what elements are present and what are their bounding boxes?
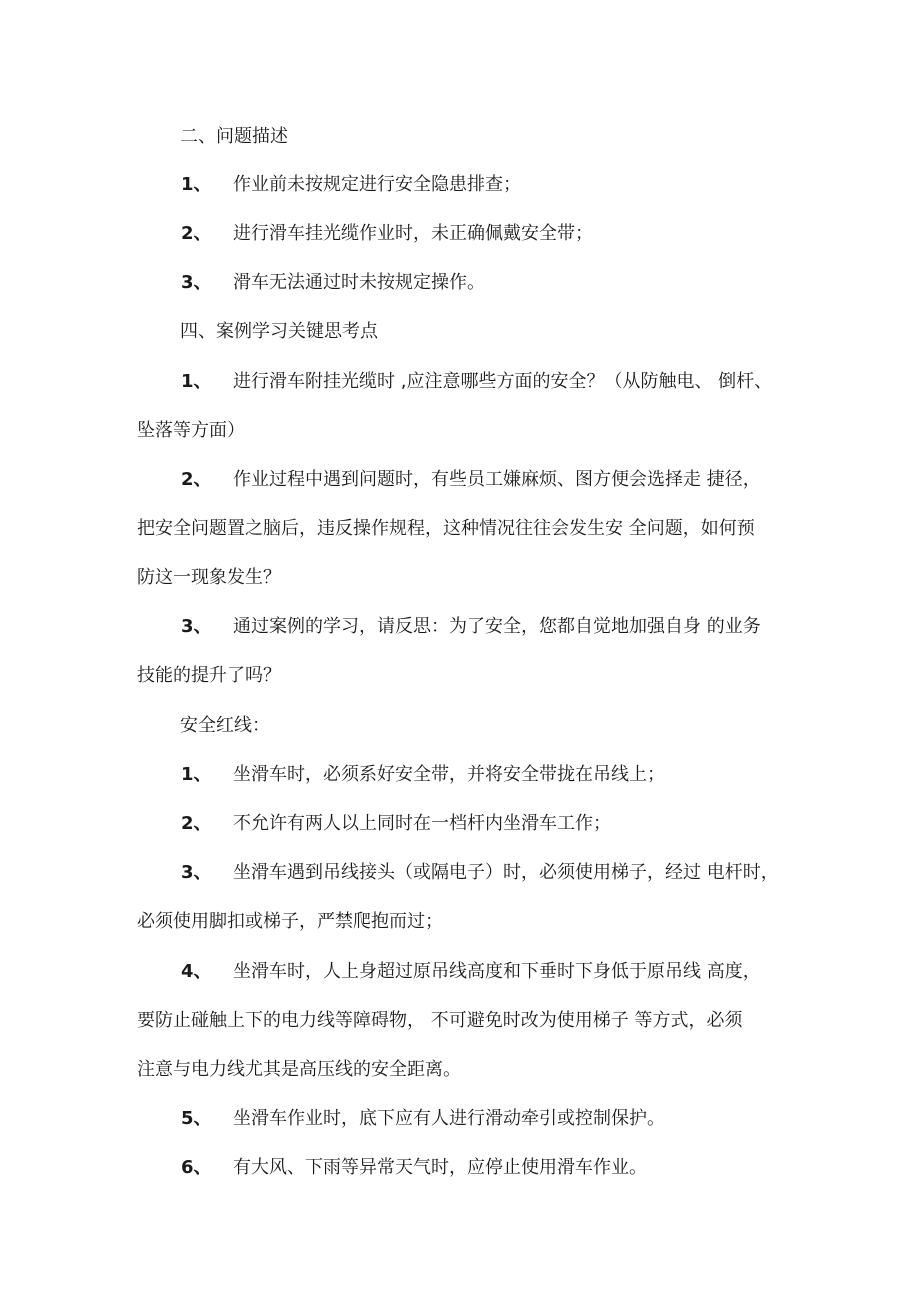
- section-heading-redline: 安全红线：: [180, 715, 270, 736]
- redline-item-1-number: 1、: [181, 764, 212, 785]
- section-heading-problem: 二、问题描述: [180, 126, 288, 147]
- study-item-2-number: 2、: [181, 469, 212, 490]
- study-item-2-line-1: 作业过程中遇到问题时，有些员工嫌麻烦、图方便会选择走 捷径，: [233, 469, 761, 490]
- study-item-1-line-1: 进行滑车附挂光缆时 ,应注意哪些方面的安全？（从防触电、 倒杆、: [233, 371, 773, 392]
- problem-item-3-text: 滑车无法通过时未按规定操作。: [233, 272, 485, 293]
- study-item-2-line-2: 把安全问题置之脑后，违反操作规程，这种情况往往会发生安 全问题，如何预: [137, 518, 755, 539]
- study-item-3-line-1: 通过案例的学习，请反思：为了安全，您都自觉地加强自身 的业务: [233, 616, 761, 637]
- redline-item-5-line-1: 坐滑车作业时，底下应有人进行滑动牵引或控制保护。: [233, 1108, 665, 1129]
- study-item-2-line-3: 防这一现象发生？: [137, 567, 281, 588]
- problem-item-2-number: 2、: [181, 223, 212, 244]
- study-item-3-line-2: 技能的提升了吗？: [137, 665, 281, 686]
- redline-item-3-number: 3、: [181, 862, 212, 883]
- redline-item-4-number: 4、: [181, 961, 212, 982]
- redline-item-6-number: 6、: [181, 1157, 212, 1178]
- redline-item-1-line-1: 坐滑车时，必须系好安全带，并将安全带拢在吊线上；: [233, 764, 665, 785]
- redline-item-6-line-1: 有大风、下雨等异常天气时，应停止使用滑车作业。: [233, 1157, 647, 1178]
- section-heading-study: 四、案例学习关键思考点: [180, 321, 378, 342]
- redline-item-4-line-1: 坐滑车时，人上身超过原吊线高度和下垂时下身低于原吊线 高度，: [233, 961, 761, 982]
- redline-item-2-line-1: 不允许有两人以上同时在一档杆内坐滑车工作；: [233, 813, 611, 834]
- redline-item-2-number: 2、: [181, 813, 212, 834]
- study-item-1-number: 1、: [181, 371, 212, 392]
- redline-item-3-line-1: 坐滑车遇到吊线接头（或隔电子）时，必须使用梯子，经过 电杆时，: [233, 862, 779, 883]
- redline-item-4-line-3: 注意与电力线尤其是高压线的安全距离。: [137, 1059, 461, 1080]
- redline-item-4-line-2: 要防止碰触上下的电力线等障碍物， 不可避免时改为使用梯子 等方式，必须: [137, 1010, 743, 1031]
- redline-item-5-number: 5、: [181, 1108, 212, 1129]
- study-item-3-number: 3、: [181, 616, 212, 637]
- problem-item-1-text: 作业前未按规定进行安全隐患排查；: [233, 174, 521, 195]
- study-item-1-line-2: 坠落等方面）: [137, 420, 245, 441]
- problem-item-1-number: 1、: [181, 174, 212, 195]
- redline-item-3-line-2: 必须使用脚扣或梯子，严禁爬抱而过；: [137, 911, 443, 932]
- problem-item-3-number: 3、: [181, 272, 212, 293]
- problem-item-2-text: 进行滑车挂光缆作业时，未正确佩戴安全带；: [233, 223, 593, 244]
